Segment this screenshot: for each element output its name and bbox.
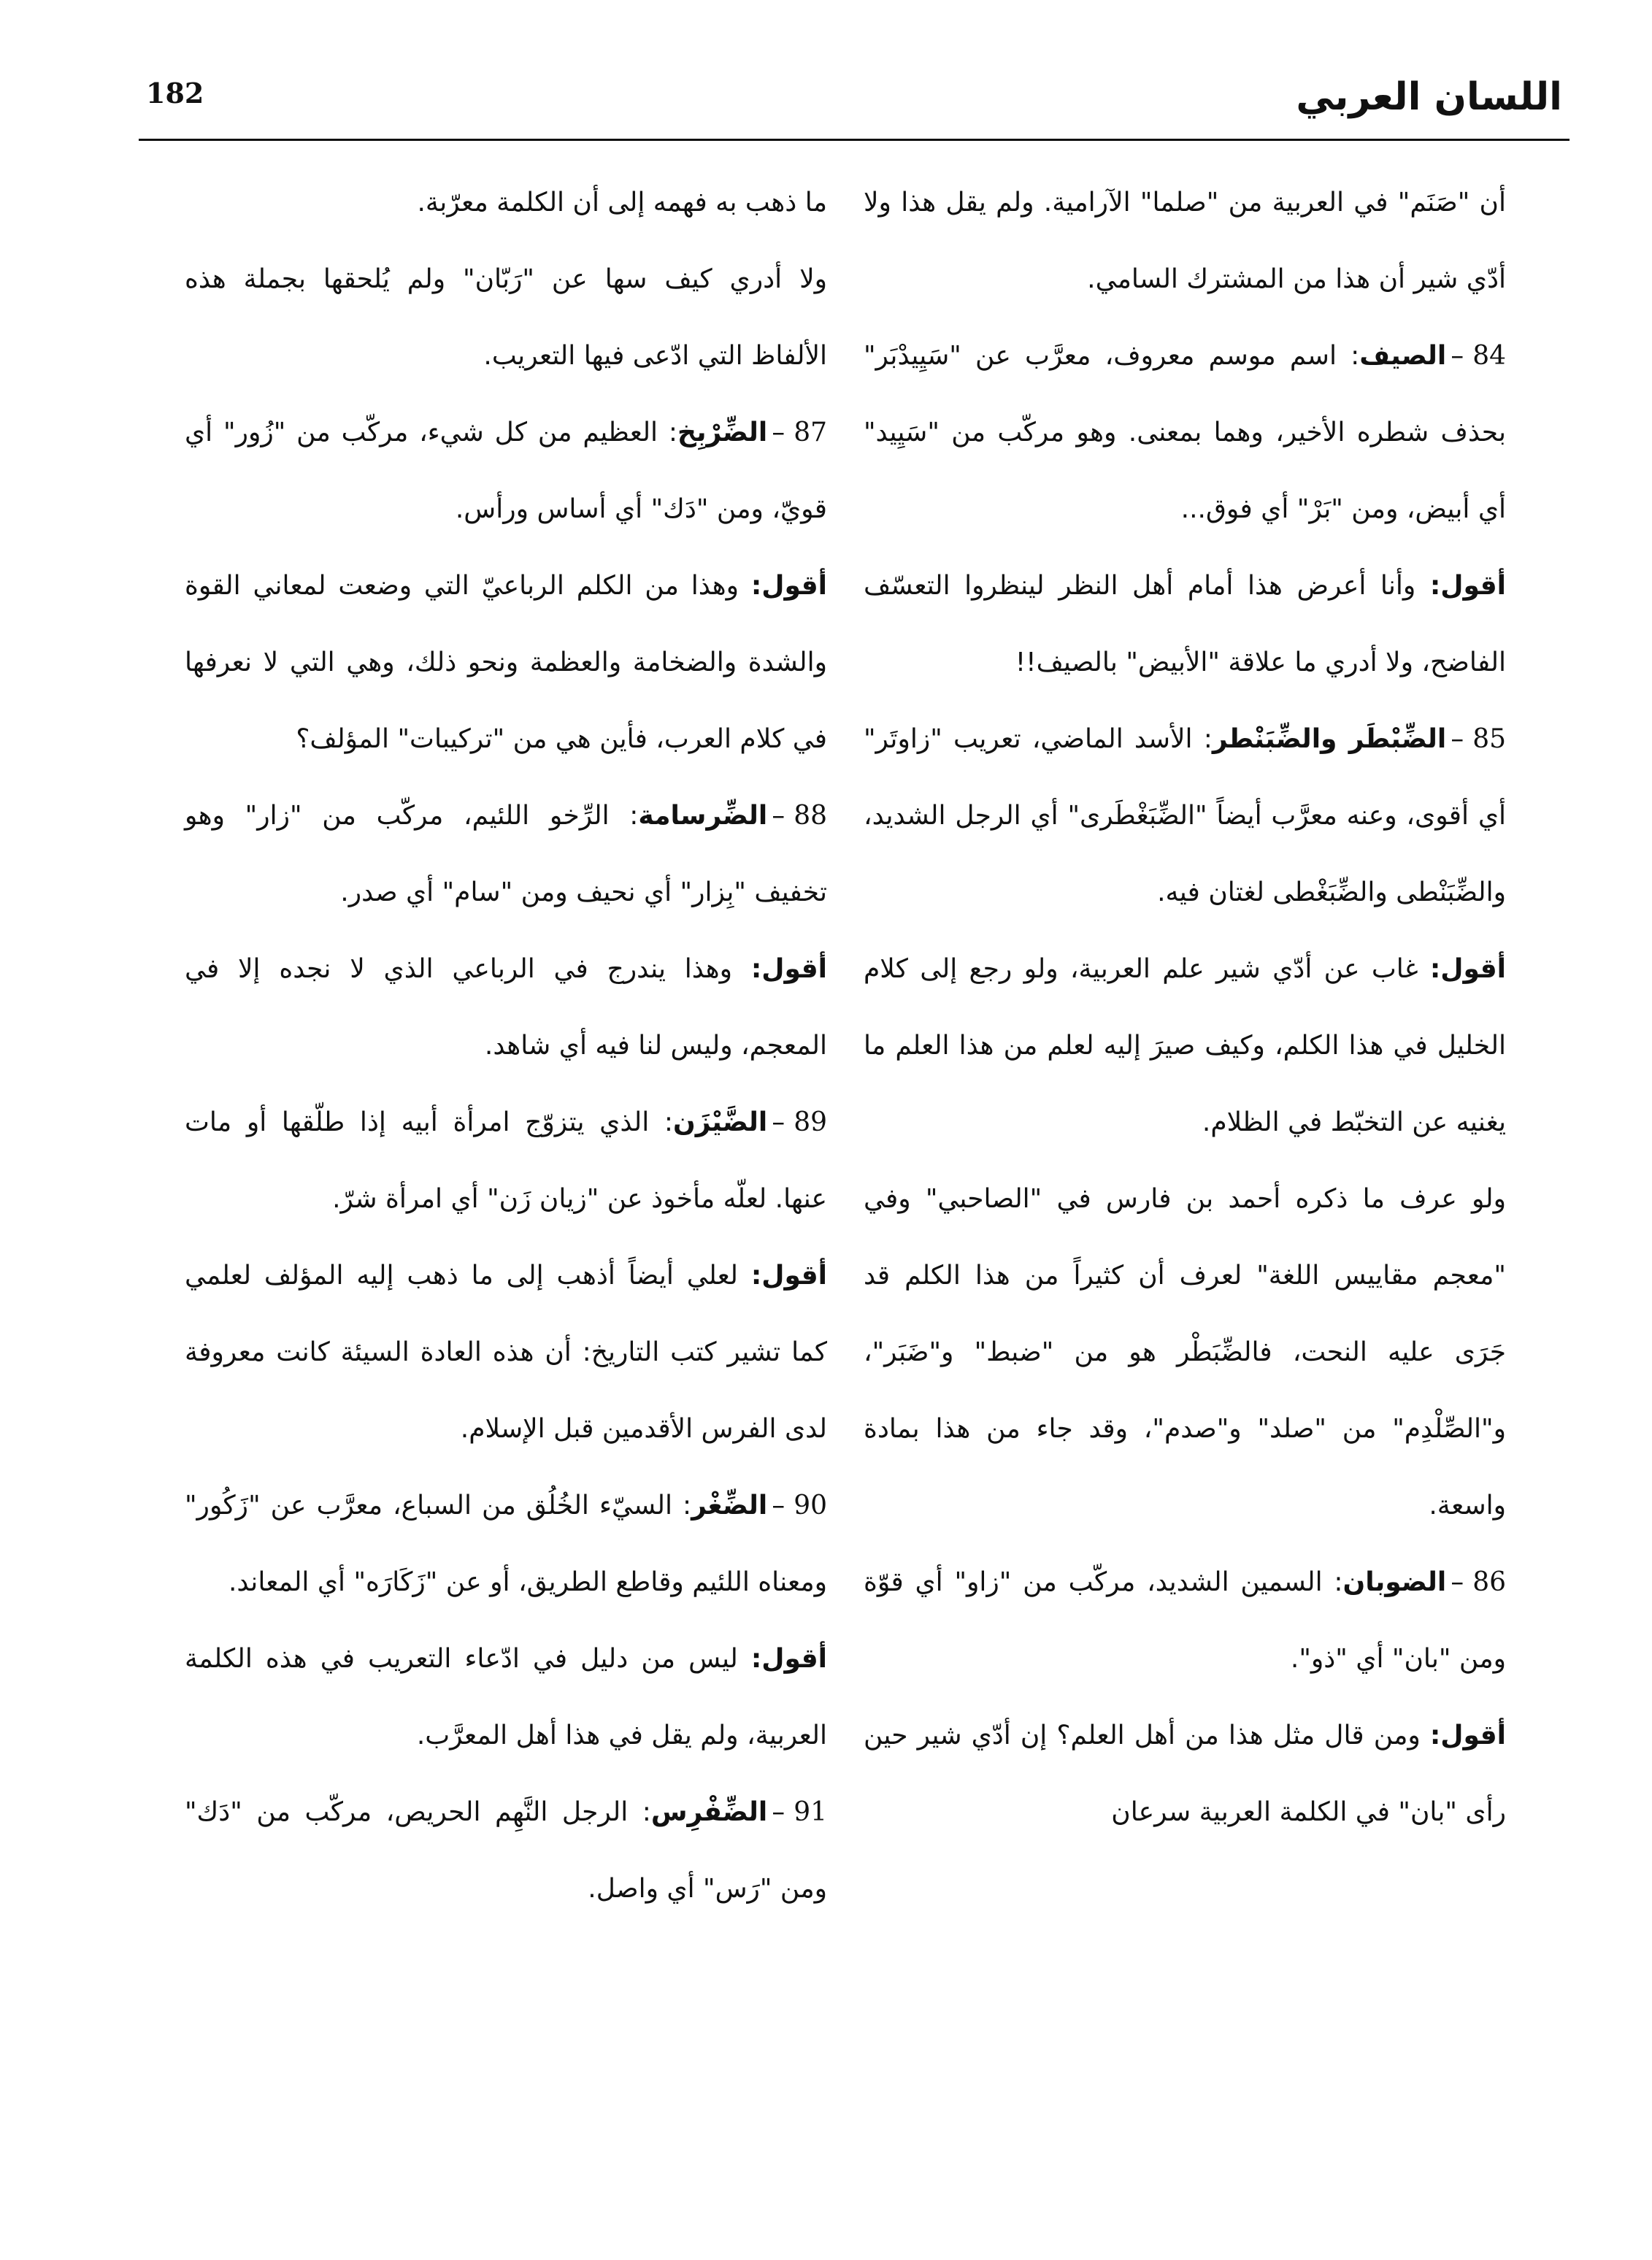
comment-lead: أقول:: [750, 571, 827, 601]
entry-number: 86: [1472, 1567, 1506, 1597]
dictionary-entry: [864, 318, 1506, 547]
comment-text: ليس من دليل في ادّعاء التعريب في هذه الكلمة العربية، ولم يقل في هذا أهل المعرَّب.: [185, 1644, 827, 1750]
entry-term: الضوبان: [1342, 1567, 1447, 1597]
entry-number: 91: [794, 1797, 827, 1827]
comment-text: وهذا يندرج في الرباعي الذي لا نجده إلا في المعجم، وليس لنا فيه أي شاهد.: [185, 954, 827, 1061]
comment-text: لعلي أيضاً أذهب إلى ما ذهب إليه المؤلف لعلمي كما تشير كتب التاريخ: أن هذه العادة السيئة كانت معروفة لدى الفرس الأقدمين قبل الإسلام.: [185, 1261, 827, 1444]
entry-term: الضِّبْطَر والضِّبَنْطر: [1212, 724, 1447, 754]
entry-definition: : السمين الشديد، مركّب من "زاو" أي قوّة ومن "بان" أي "ذو".: [864, 1567, 1506, 1674]
dictionary-entry: [185, 1774, 827, 1927]
right-column: [864, 164, 1506, 1850]
entry-dash: –: [772, 801, 785, 831]
entry-dash: –: [1451, 1567, 1464, 1597]
entry-term: الضِّغْر: [691, 1491, 768, 1521]
entry-number: 85: [1472, 724, 1506, 754]
entry-definition: : الأسد الماضي، تعريب "زاوتَر" أي أقوى، وعنه معرَّب أيضاً "الضِّبَغْطَرى" أي الرجل الشديد، والضِّبَنْطى والضِّبَغْطى لغتان فيه.: [864, 724, 1506, 907]
body-paragraph: ولا أدري كيف سها عن "رَبّان" ولم يُلحقها بجملة هذه الألفاظ التي ادّعى فيها التعريب.: [185, 264, 827, 371]
body-paragraph: ما ذهب به فهمه إلى أن الكلمة معرّبة.: [417, 188, 827, 218]
entry-number: 89: [794, 1107, 827, 1137]
entry-definition: : السيّء الخُلُق من السباع، معرَّب عن "زَكُور" ومعناه اللئيم وقاطع الطريق، أو عن "زَكَارَه" أي المعاند.: [185, 1491, 827, 1597]
entry-definition: : الرِّخو اللئيم، مركّب من "زار" وهو تخفيف "بِزار" أي نحيف ومن "سام" أي صدر.: [185, 801, 827, 907]
comment-text: غاب عن أدّي شير علم العربية، ولو رجع إلى كلام الخليل في هذا الكلم، وكيف صيرَ إليه لعلم من هذا العلم ما يغنيه عن التخبّط في الظلام.: [864, 954, 1506, 1137]
entry-definition: : اسم موسم معروف، معرَّب عن "سَيِيدْبَر" بحذف شطره الأخير، وهما بمعنى. وهو مركّب من "سَيِيد" أي أبيض، ومن "بَرْ" أي فوق...: [864, 341, 1506, 524]
left-column: [185, 164, 827, 1927]
author-comment: [185, 1237, 827, 1467]
entry-term: الصيف: [1359, 341, 1447, 371]
journal-logo: اللسان العربي: [1296, 75, 1562, 119]
author-comment: [864, 931, 1506, 1161]
author-comment: [864, 547, 1506, 701]
entry-dash: –: [772, 1107, 785, 1137]
entry-term: الضِّرْبِخ: [677, 418, 768, 447]
comment-text: وهذا من الكلم الرباعيّ التي وضعت لمعاني القوة والشدة والضخامة والعظمة ونحو ذلك، وهي التي لا نعرفها في كلام العرب، فأين هي من "تركيبات" المؤلف؟: [185, 571, 827, 754]
comment-text: وأنا أعرض هذا أمام أهل النظر لينظروا التعسّف الفاضح، ولا أدري ما علاقة "الأبيض" بالصيف!!: [864, 571, 1506, 677]
dictionary-entry: [185, 1084, 827, 1237]
dictionary-entry: [185, 394, 827, 547]
entry-number: 88: [794, 801, 827, 831]
author-comment: [864, 1697, 1506, 1850]
entry-dash: –: [772, 1797, 785, 1827]
comment-lead: أقول:: [750, 954, 827, 984]
entry-definition: : الرجل النَّهِم الحريص، مركّب من "دَك" ومن "رَس" أي واصل.: [185, 1797, 827, 1904]
body-paragraph: ولو عرف ما ذكره أحمد بن فارس في "الصاحبي" وفي "معجم مقاييس اللغة" لعرف أن كثيراً من هذا الكلم قد جَرَى عليه النحت، فالضِّبَطْر هو من "ضبط" و"ضَبَر"، و"الصِّلْدِم" من "صلد" و"صدم"، وقد جاء من هذا بمادة واسعة.: [864, 1184, 1506, 1521]
dictionary-entry: [864, 701, 1506, 931]
comment-lead: أقول:: [1429, 1721, 1506, 1750]
comment-text: ومن قال مثل هذا من أهل العلم؟ إن أدّي شير حين رأى "بان" في الكلمة العربية سرعان: [864, 1721, 1506, 1827]
entry-dash: –: [772, 418, 785, 447]
entry-number: 87: [794, 418, 827, 447]
page-header: [139, 69, 1570, 141]
comment-lead: أقول:: [1429, 954, 1506, 984]
page-number: 182: [146, 77, 204, 109]
dictionary-entry: [864, 1544, 1506, 1697]
comment-lead: أقول:: [750, 1261, 827, 1291]
entry-number: 84: [1472, 341, 1506, 371]
comment-lead: أقول:: [1429, 571, 1506, 601]
entry-definition: : العظيم من كل شيء، مركّب من "زُور" أي قويّ، ومن "دَك" أي أساس ورأس.: [185, 418, 827, 524]
entry-term: الضَّيْزَن: [673, 1107, 768, 1137]
entry-definition: : الذي يتزوّج امرأة أبيه إذا طلّقها أو مات عنها. لعلّه مأخوذ عن "زيان زَن" أي امرأة شرّ.: [185, 1107, 827, 1214]
comment-lead: أقول:: [750, 1644, 827, 1674]
entry-term: الضِّرسامة: [638, 801, 768, 831]
entry-dash: –: [1451, 341, 1464, 371]
dictionary-entry: [185, 1467, 827, 1621]
author-comment: [185, 1621, 827, 1774]
entry-term: الضِّفْرِس: [650, 1797, 768, 1827]
entry-number: 90: [794, 1491, 827, 1521]
author-comment: [185, 931, 827, 1084]
entry-dash: –: [772, 1491, 785, 1521]
author-comment: [185, 547, 827, 777]
body-paragraph: أن "صَنَم" في العربية من "صلما" الآرامية. ولم يقل هذا ولا أدّي شير أن هذا من المشترك السامي.: [864, 188, 1506, 294]
dictionary-entry: [185, 777, 827, 931]
entry-dash: –: [1451, 724, 1464, 754]
